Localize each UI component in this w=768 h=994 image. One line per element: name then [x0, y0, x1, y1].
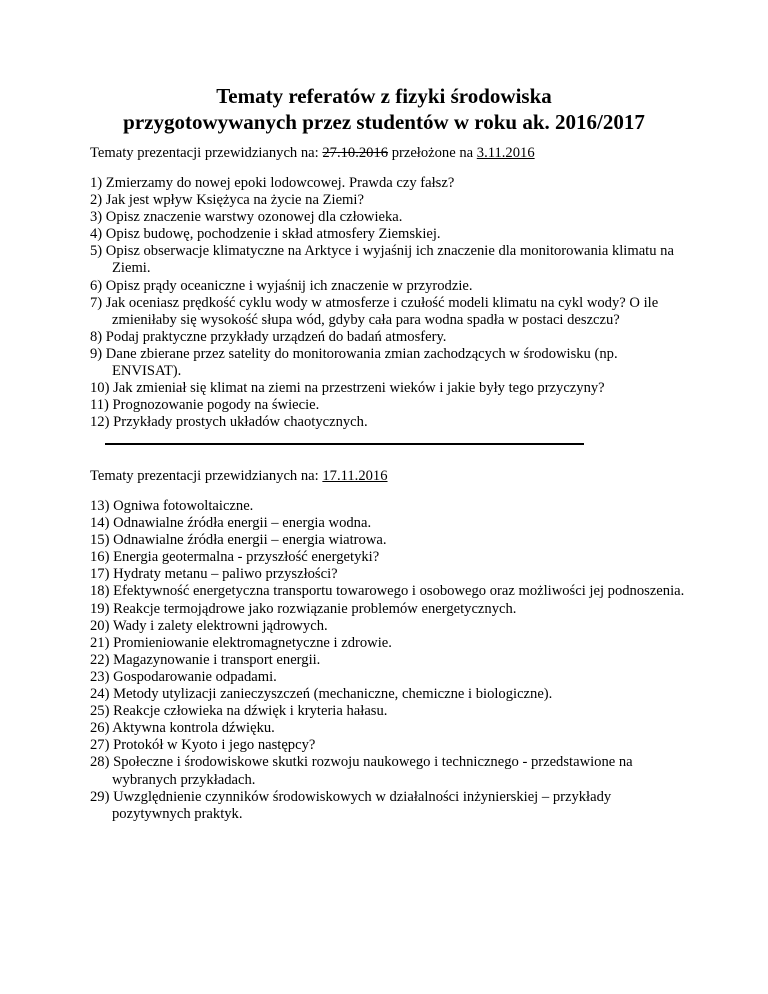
- list-item: 6) Opisz prądy oceaniczne i wyjaśnij ich znaczenie w przyrodzie.: [90, 277, 473, 294]
- list-item: 12) Przykłady prostych układów chaotycznych.: [90, 414, 368, 431]
- list-item: 16) Energia geotermalna - przyszłość energetyki?: [90, 549, 380, 566]
- list-item: 2) Jak jest wpływ Księżyca na życie na Ziemi?: [90, 192, 364, 209]
- list-item: 10) Jak zmieniał się klimat na ziemi na przestrzeni wieków i jakie były tego przyczyny?: [90, 380, 605, 397]
- list-item: 24) Metody utylizacji zanieczyszczeń (mechaniczne, chemiczne i biologiczne).: [90, 686, 553, 703]
- list-item: 25) Reakcje człowieka na dźwięk i kryteria hałasu.: [90, 703, 388, 720]
- list-item: 23) Gospodarowanie odpadami.: [90, 668, 277, 685]
- list-item: 20) Wady i zalety elektrowni jądrowych.: [90, 617, 328, 634]
- list-item: 26) Aktywna kontrola dźwięku.: [90, 720, 275, 737]
- list-item: 29) Uwzględnienie czynników środowiskowych w działalności inżynierskiej – przykłady pozytywnych praktyk.: [90, 788, 612, 822]
- section2-heading: [90, 468, 388, 485]
- list-item: 13) Ogniwa fotowoltaiczne.: [90, 498, 254, 514]
- section1-topic-list: [90, 175, 690, 431]
- list-item: 17) Hydraty metanu – paliwo przyszłości?: [90, 566, 338, 583]
- title-line-1: Tematy referatów z fizyki środowiska: [216, 84, 552, 108]
- section2-date: 17.11.2016: [322, 468, 388, 484]
- section1-heading: [90, 145, 535, 162]
- list-item: 9) Dane zbierane przez satelity do monitorowania zmian zachodzących w środowisku (np. ENVISAT).: [90, 345, 618, 380]
- list-item: 28) Społeczne i środowiskowe skutki rozwoju naukowego i technicznego - przedstawione na wybranych przykładach.: [90, 754, 633, 788]
- section-divider: [105, 443, 584, 445]
- list-item: 8) Podaj praktyczne przykłady urządzeń do badań atmosfery.: [90, 328, 447, 345]
- list-item: 11) Prognozowanie pogody na świecie.: [90, 397, 320, 414]
- list-item: 22) Magazynowanie i transport energii.: [90, 651, 321, 668]
- list-item: 14) Odnawialne źródła energii – energia wodna.: [90, 515, 372, 532]
- list-item: 15) Odnawialne źródła energii – energia wiatrowa.: [90, 532, 387, 549]
- section1-struck-date: 27.10.2016: [322, 145, 389, 161]
- list-item: 21) Promieniowanie elektromagnetyczne i zdrowie.: [90, 634, 392, 651]
- list-item: 1) Zmierzamy do nowej epoki lodowcowej. Prawda czy fałsz?: [90, 175, 455, 191]
- section1-middle: przełożone na: [388, 145, 477, 161]
- document-title: [0, 83, 768, 135]
- list-item: 7) Jak oceniasz prędkość cyklu wody w atmosferze i czułość modeli klimatu na cykl wody? O ile zmieniłaby się wysokość słupa wód, gdyby cała para wodna spadła w postaci deszczu?: [90, 294, 659, 328]
- list-item: 5) Opisz obserwacje klimatyczne na Arktyce i wyjaśnij ich znaczenie dla monitorowania klimatu na Ziemi.: [90, 243, 674, 277]
- section1-prefix: Tematy prezentacji przewidzianych na:: [90, 145, 323, 161]
- section2-topic-list: [90, 498, 690, 823]
- list-item: 19) Reakcje termojądrowe jako rozwiązanie problemów energetycznych.: [90, 600, 517, 617]
- list-item: 27) Protokół w Kyoto i jego następcy?: [90, 737, 316, 754]
- section2-prefix: Tematy prezentacji przewidzianych na:: [90, 468, 323, 484]
- section1-new-date: 3.11.2016: [476, 145, 535, 161]
- list-item: 3) Opisz znaczenie warstwy ozonowej dla człowieka.: [90, 209, 403, 226]
- list-item: 18) Efektywność energetyczna transportu towarowego i osobowego oraz możliwości jej podnoszenia.: [90, 583, 685, 600]
- title-line-2: przygotowywanych przez studentów w roku ak. 2016/2017: [123, 110, 645, 134]
- list-item: 4) Opisz budowę, pochodzenie i skład atmosfery Ziemskiej.: [90, 226, 441, 243]
